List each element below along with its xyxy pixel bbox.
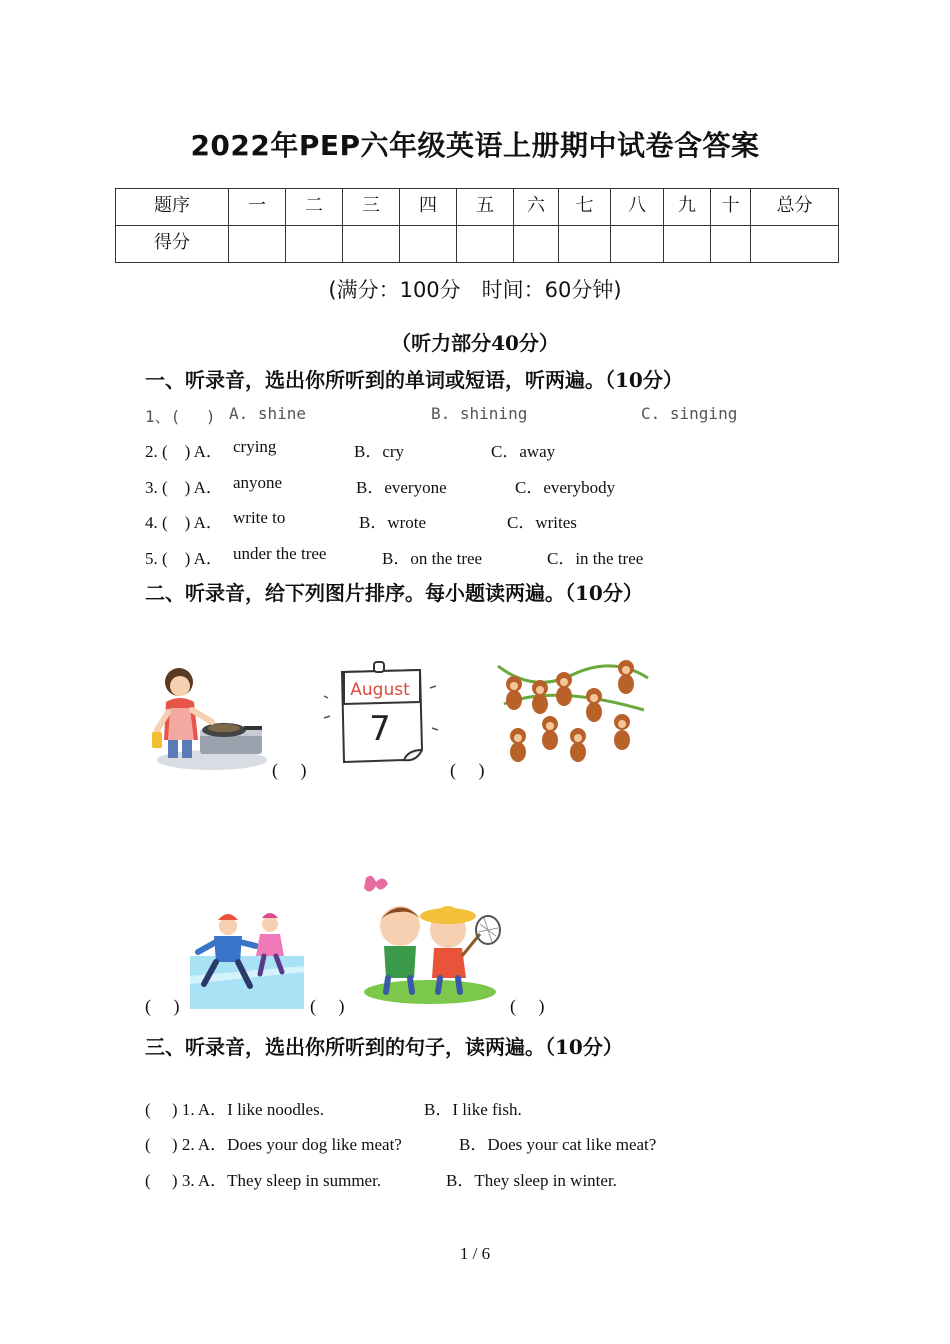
q2-number: 2. ( ) A．: [145, 442, 223, 461]
score-table: [115, 188, 839, 263]
q3-number: 3. ( ) A．: [145, 478, 223, 497]
answer-blank-5[interactable]: ( ): [510, 996, 545, 1016]
answer-blank-4[interactable]: ( ): [310, 996, 345, 1016]
q5-option-c: C．in the tree: [547, 549, 644, 568]
s3-q2-option-a: ( ) 2. A．Does your dog like meat?: [145, 1135, 402, 1154]
score-input-cell[interactable]: [229, 226, 286, 263]
score-cell: 五: [457, 189, 514, 226]
score-cell: 三: [343, 189, 400, 226]
q3-option-c: C．everybody: [515, 478, 616, 497]
score-input-cell[interactable]: [559, 226, 611, 263]
score-input-cell[interactable]: [514, 226, 559, 263]
page-number: 1 / 6: [459, 1244, 491, 1263]
score-cell: 总分: [751, 189, 839, 226]
answer-blank-3[interactable]: ( ): [145, 996, 180, 1016]
answer-blank-2[interactable]: ( ): [450, 760, 485, 780]
q5-number: 5. ( ) A．: [145, 549, 223, 568]
calendar-day: 7: [369, 709, 391, 749]
score-cell: 八: [611, 189, 664, 226]
score-cell: 四: [400, 189, 457, 226]
kids-butterfly-picture: [354, 870, 506, 1008]
score-input-cell[interactable]: [343, 226, 400, 263]
q2-option-b: B．cry: [354, 442, 405, 461]
q4-option-c: C．writes: [507, 513, 577, 532]
page-title: 2022年PEP六年级英语上册期中试卷含答案: [190, 129, 760, 162]
score-cell: 六: [514, 189, 559, 226]
q3-option-b: B．everyone: [356, 478, 447, 497]
score-row-label: 得分: [116, 226, 229, 263]
score-cell: 九: [664, 189, 711, 226]
q1-number: 1、( ): [145, 407, 216, 426]
score-input-cell[interactable]: [457, 226, 514, 263]
q4-number: 4. ( ) A．: [145, 513, 223, 532]
cooking-picture: [142, 660, 268, 775]
q1-option-c: C. singing: [641, 404, 738, 423]
score-input-cell[interactable]: [664, 226, 711, 263]
part-heading: （听力部分40分）: [391, 331, 559, 355]
s3-q3-option-a: ( ) 3. A．They sleep in summer.: [145, 1171, 382, 1190]
s3-q1-option-a: ( ) 1. A．I like noodles.: [145, 1100, 324, 1119]
s3-q3-option-b: B．They sleep in winter.: [446, 1171, 617, 1190]
section-3-heading: 三、听录音，选出你所听到的句子，读两遍。（10分）: [145, 1035, 623, 1059]
q3-option-a: anyone: [233, 473, 283, 492]
q4-option-b: B．wrote: [359, 513, 427, 532]
q2-option-a: crying: [233, 437, 277, 456]
q5-option-b: B．on the tree: [382, 549, 483, 568]
q5-option-a: under the tree: [233, 544, 327, 563]
score-cell: 一: [229, 189, 286, 226]
section-2-heading: 二、听录音，给下列图片排序。每小题读两遍。（10分）: [145, 581, 643, 605]
score-input-cell[interactable]: [611, 226, 664, 263]
score-input-cell[interactable]: [400, 226, 457, 263]
score-input-cell[interactable]: [286, 226, 343, 263]
q2-option-c: C．away: [491, 442, 556, 461]
q4-option-a: write to: [233, 508, 286, 527]
score-input-cell[interactable]: [711, 226, 751, 263]
score-table-header-row: [116, 189, 839, 226]
section-1-heading: 一、听录音，选出你所听到的单词或短语，听两遍。（10分）: [145, 368, 683, 392]
calendar-month: August: [350, 680, 410, 700]
monkeys-picture: [494, 644, 652, 770]
score-table-score-row: [116, 226, 839, 263]
calendar-picture: [320, 658, 440, 770]
score-cell: 七: [559, 189, 611, 226]
q1-option-b: B. shining: [431, 404, 528, 423]
exam-info: (满分：100分 时间：60分钟): [328, 278, 622, 302]
score-cell: 二: [286, 189, 343, 226]
s3-q2-option-b: B．Does your cat like meat?: [459, 1135, 657, 1154]
score-cell: 题序: [116, 189, 229, 226]
score-cell: 十: [711, 189, 751, 226]
q1-option-a: A. shine: [229, 404, 307, 423]
s3-q1-option-b: B．I like fish.: [424, 1100, 522, 1119]
score-input-cell[interactable]: [751, 226, 839, 263]
skating-picture: [190, 906, 304, 1009]
answer-blank-1[interactable]: ( ): [272, 760, 307, 780]
